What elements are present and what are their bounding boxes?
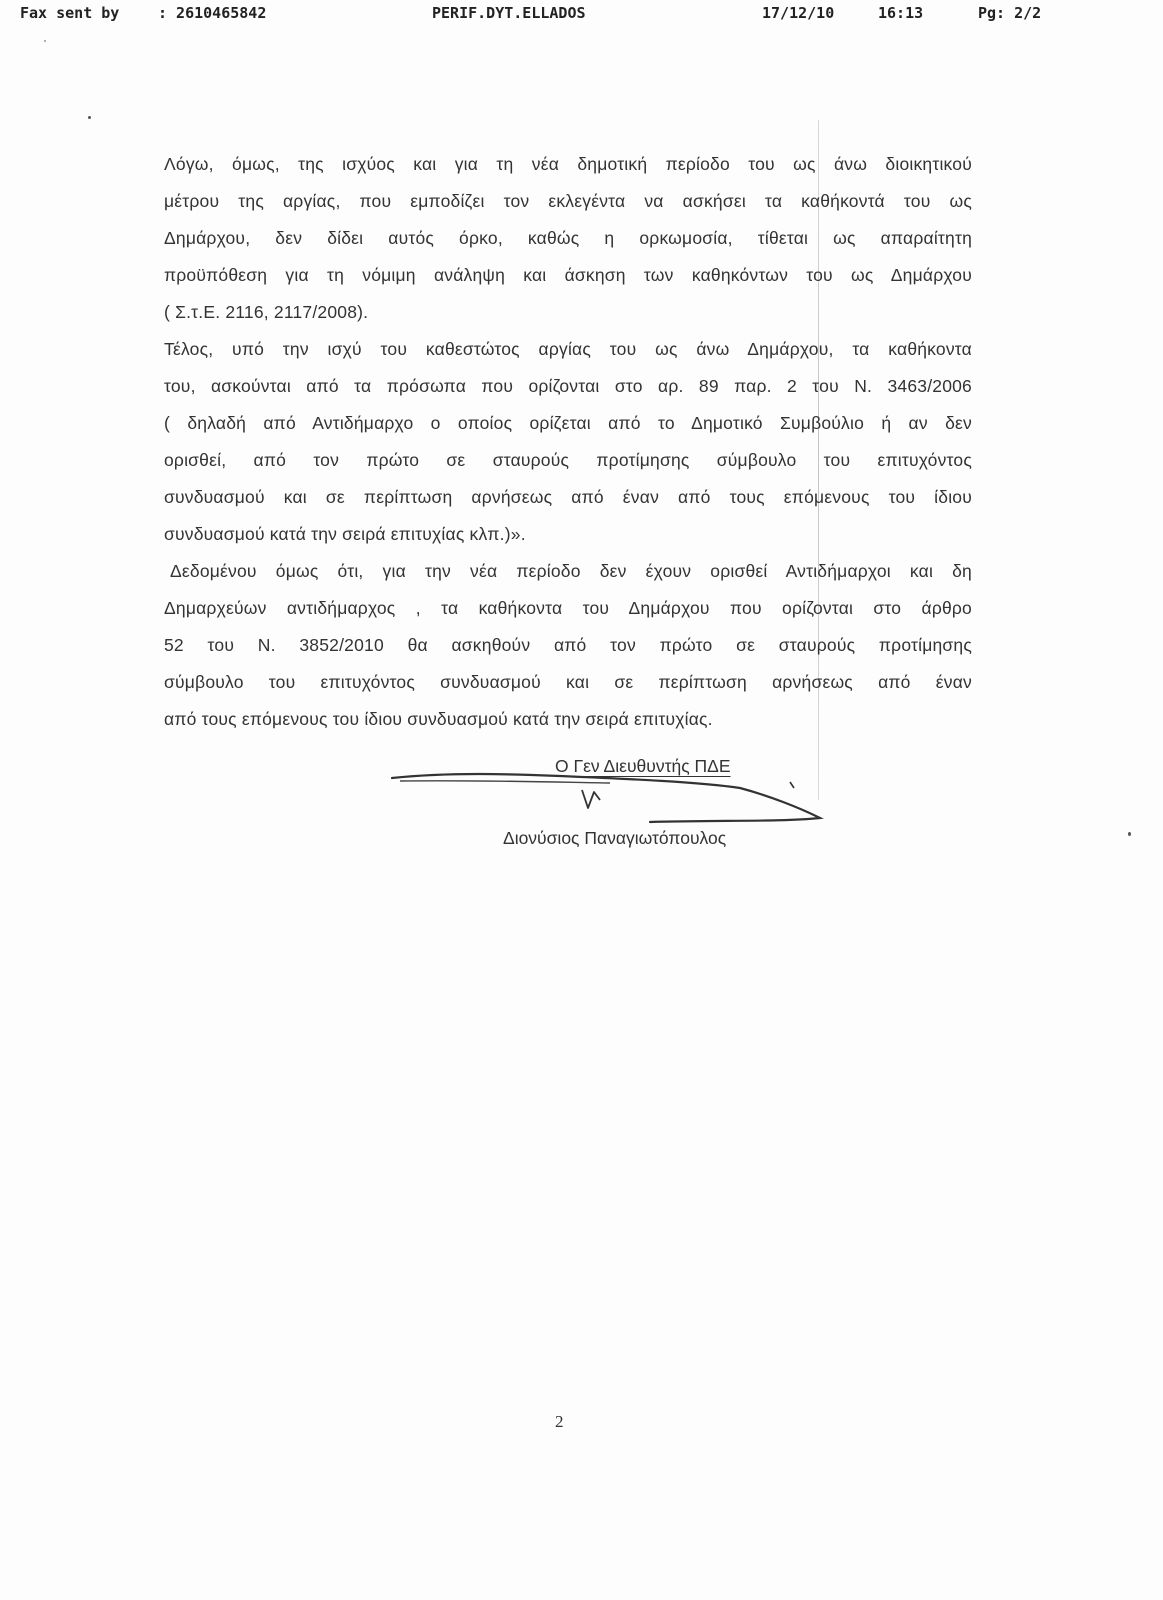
signature-block: [390, 756, 830, 866]
handwritten-signature: [390, 756, 830, 866]
text-line: συνδυασμού κατά την σειρά επιτυχίας κλπ.)».: [164, 524, 526, 544]
text-line: από τους επόμενους του ίδιου συνδυασμού κατά την σειρά επιτυχίας.: [164, 709, 713, 729]
text-line: σύμβουλο του επιτυχόντος συνδυασμού και σε περίπτωση αρνήσεως από έναν: [164, 672, 972, 692]
letter-body: [164, 146, 972, 738]
scan-speck: [44, 40, 46, 42]
scan-speck: [1128, 832, 1131, 836]
paragraph-2: [164, 331, 972, 553]
text-line: ( δηλαδή από Αντιδήμαρχο ο οποίος ορίζεται από το Δημοτικό Συμβούλιο ή αν δεν: [164, 413, 972, 433]
text-line: ( Σ.τ.Ε. 2116, 2117/2008).: [164, 302, 369, 322]
fax-page-indicator: Pg: 2/2: [978, 4, 1042, 22]
text-line: Τέλος, υπό την ισχύ του καθεστώτος αργίας του ως άνω Δημάρχου, τα καθήκοντα: [164, 339, 972, 359]
text-line: ορισθεί, από τον πρώτο σε σταυρούς προτίμησης σύμβουλο του επιτυχόντος: [164, 450, 972, 470]
text-line: Δημαρχεύων αντιδήμαρχος , τα καθήκοντα του Δημάρχου που ορίζονται στο άρθρο: [164, 598, 972, 618]
paragraph-3: [164, 553, 972, 738]
fax-header: [20, 4, 1150, 26]
text-line: του, ασκούνται από τα πρόσωπα που ορίζονται στο αρ. 89 παρ. 2 του Ν. 3463/2006: [164, 376, 972, 396]
fax-sent-by-label: Fax sent by: [20, 4, 120, 22]
text-line: μέτρου της αργίας, που εμποδίζει τον εκλεγέντα να ασκήσει τα καθήκοντά του ως: [164, 191, 972, 211]
text-line: Δεδομένου όμως ότι, για την νέα περίοδο δεν έχουν ορισθεί Αντιδήμαρχοι και δη: [170, 561, 972, 581]
text-line: συνδυασμού και σε περίπτωση αρνήσεως από έναν από τους επόμενους του ίδιου: [164, 487, 972, 507]
fax-time: 16:13: [878, 4, 924, 22]
text-line: 52 του Ν. 3852/2010 θα ασκηθούν από τον πρώτο σε σταυρούς προτίμησης: [164, 635, 972, 655]
scan-speck: [88, 116, 91, 119]
fax-date: 17/12/10: [762, 4, 835, 22]
paragraph-1: [164, 146, 972, 331]
fax-sender: PERIF.DYT.ELLADOS: [432, 4, 586, 22]
fax-number: : 2610465842: [158, 4, 267, 22]
text-line: Δημάρχου, δεν δίδει αυτός όρκο, καθώς η ορκωμοσία, τίθεται ως απαραίτητη: [164, 228, 972, 248]
signatory-name: Διονύσιος Παναγιωτόπουλος: [503, 828, 727, 848]
text-line: προϋπόθεση για τη νόμιμη ανάληψη και άσκηση των καθηκόντων του ως Δημάρχου: [164, 265, 972, 285]
signatory-title: Ο Γεν Διευθυντής ΠΔΕ: [555, 756, 731, 776]
text-line: Λόγω, όμως, της ισχύος και για τη νέα δημοτική περίοδο του ως άνω διοικητικού: [164, 154, 972, 174]
page-number: 2: [555, 1412, 564, 1431]
